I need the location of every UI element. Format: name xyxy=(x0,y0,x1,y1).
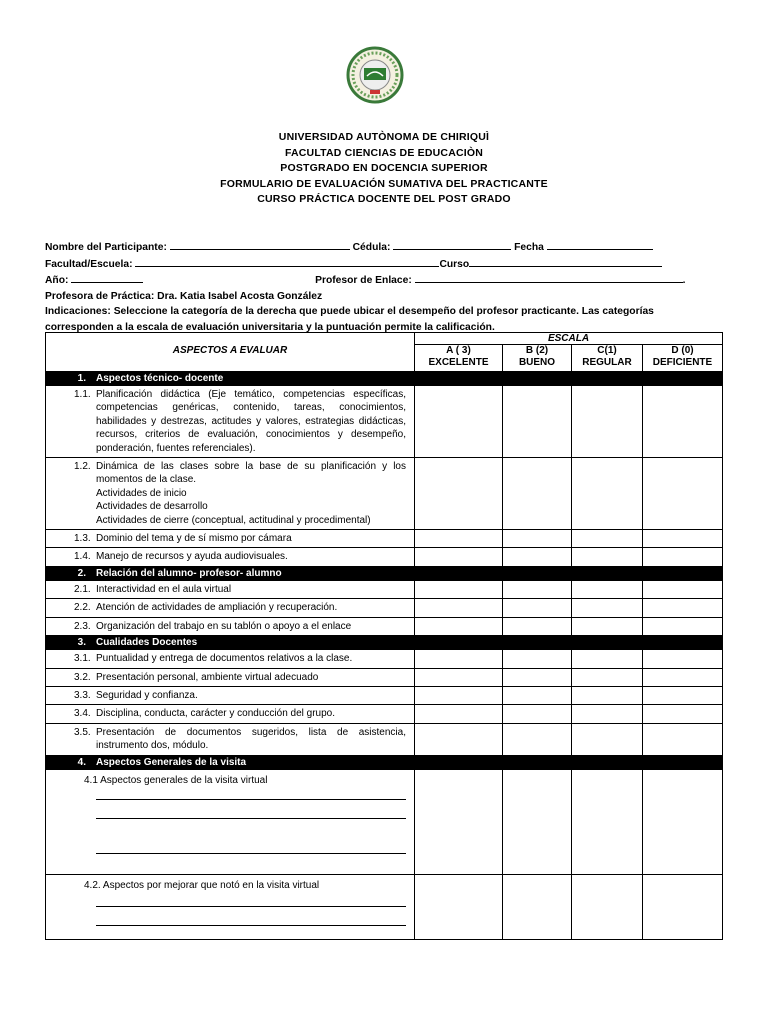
column-b-header: B (2) BUENO xyxy=(503,345,572,372)
score-cell[interactable] xyxy=(572,530,643,548)
participant-info: Nombre del Participante: Cédula: Fecha Facultad/Escuela: Curso Año: Profesor de Enlace: . Profesora de Práctica: Dra. Katia Isabel Acosta González Indicaciones: Seleccione la categoría de la derecha que puede ubicar el desempeño del profesor practicante. Las categorías corresponden a la escala de evaluación universitaria y la puntuación permite la calificación. xyxy=(45,239,725,335)
score-cell[interactable] xyxy=(643,769,723,874)
visit-aspects-label: 4.1 Aspectos generales de la visita virtual xyxy=(84,774,268,786)
table-row: 2.1. Interactividad en el aula virtual xyxy=(46,580,723,598)
score-cell[interactable] xyxy=(415,458,503,530)
cedula-label: Cédula: xyxy=(352,242,391,253)
table-row: 1.2. Dinámica de las clases sobre la base de su planificación y los momentos de la clase. Actividades de inicio Actividades de desarrollo Actividades de cierre (conceptual, actitudinal y procedimental) xyxy=(46,458,723,530)
score-cell[interactable] xyxy=(415,599,503,617)
score-cell[interactable] xyxy=(415,617,503,635)
cedula-field[interactable] xyxy=(393,239,511,250)
curso-label: Curso xyxy=(439,258,470,270)
profesor-enlace-label: Profesor de Enlace: xyxy=(315,275,412,286)
score-cell[interactable] xyxy=(503,548,572,566)
score-cell[interactable] xyxy=(503,650,572,668)
column-d-header: D (0) DEFICIENTE xyxy=(643,345,723,372)
score-cell[interactable] xyxy=(415,386,503,458)
score-cell[interactable] xyxy=(572,769,643,874)
score-cell[interactable] xyxy=(415,548,503,566)
score-cell[interactable] xyxy=(643,650,723,668)
score-cell[interactable] xyxy=(415,705,503,723)
profesor-enlace-field[interactable] xyxy=(415,272,683,283)
indicaciones-label: Indicaciones: xyxy=(45,306,111,317)
score-cell[interactable] xyxy=(415,769,503,874)
score-cell[interactable] xyxy=(643,386,723,458)
table-row: 2.2. Atención de actividades de ampliación y recuperación. xyxy=(46,599,723,617)
table-row xyxy=(46,874,723,939)
score-cell[interactable] xyxy=(572,386,643,458)
score-cell[interactable] xyxy=(503,530,572,548)
score-cell[interactable] xyxy=(643,617,723,635)
section-row: 4. Aspectos Generales de la visita xyxy=(46,755,723,769)
writing-line[interactable] xyxy=(96,896,406,907)
score-cell[interactable] xyxy=(503,580,572,598)
escala-header: ESCALA xyxy=(415,333,723,345)
score-cell[interactable] xyxy=(643,599,723,617)
fecha-field[interactable] xyxy=(547,239,653,250)
table-row: 1.1. Planificación didáctica (Eje temático, competencias específicas, competencias genéricas, contenido, tareas, conocimientos, habilidades y destrezas, actitudes y valores, estrategias didácticas, recursos, criterios de evaluación, conocimientos y desempeño, ponderación, fuentes referenciales). xyxy=(46,386,723,458)
document-title-block xyxy=(0,130,768,208)
indicaciones xyxy=(45,304,725,335)
table-row: 3.2. Presentación personal, ambiente virtual adecuado xyxy=(46,668,723,686)
score-cell[interactable] xyxy=(503,769,572,874)
score-cell[interactable] xyxy=(503,723,572,755)
facultad-label: Facultad/Escuela: xyxy=(45,258,133,270)
participant-label: Nombre del Participante: xyxy=(45,242,167,253)
score-cell[interactable] xyxy=(572,705,643,723)
faculty-name: FACULTAD CIENCIAS DE EDUCACIÒN xyxy=(284,146,484,159)
score-cell[interactable] xyxy=(643,723,723,755)
score-cell[interactable] xyxy=(415,686,503,704)
score-cell[interactable] xyxy=(415,874,503,939)
fecha-label: Fecha xyxy=(514,242,544,253)
program-name: POSTGRADO EN DOCENCIA SUPERIOR xyxy=(280,162,488,174)
university-name: UNIVERSIDAD AUTÒNOMA DE CHIRIQUÌ xyxy=(278,131,490,143)
score-cell[interactable] xyxy=(415,580,503,598)
table-row: 3.3. Seguridad y confianza. xyxy=(46,686,723,704)
table-row: 1.3. Dominio del tema y de sí mismo por cámara xyxy=(46,530,723,548)
table-row xyxy=(46,769,723,874)
score-cell[interactable] xyxy=(643,580,723,598)
writing-line[interactable] xyxy=(96,791,406,800)
score-cell[interactable] xyxy=(503,458,572,530)
curso-field[interactable] xyxy=(469,256,662,267)
score-cell[interactable] xyxy=(572,617,643,635)
score-cell[interactable] xyxy=(503,599,572,617)
profesora-practica: Profesora de Práctica: Dra. Katia Isabel Acosta González xyxy=(45,290,323,302)
evaluation-table xyxy=(45,332,723,940)
facultad-field[interactable] xyxy=(135,256,439,267)
writing-line[interactable] xyxy=(96,800,406,819)
table-row: 2.3. Organización del trabajo en su tablón o apoyo a el enlace xyxy=(46,617,723,635)
score-cell[interactable] xyxy=(572,874,643,939)
anio-field[interactable] xyxy=(71,272,143,283)
participant-field[interactable] xyxy=(170,239,350,250)
writing-line[interactable] xyxy=(96,907,406,926)
score-cell[interactable] xyxy=(503,705,572,723)
table-row: 1.4. Manejo de recursos y ayuda audiovisuales. xyxy=(46,548,723,566)
table-row: 3.5. Presentación de documentos sugeridos, lista de asistencia, instrumento dos, módulo. xyxy=(46,723,723,755)
score-cell[interactable] xyxy=(572,548,643,566)
aspectos-header: ASPECTOS A EVALUAR xyxy=(46,345,415,372)
score-cell[interactable] xyxy=(415,723,503,755)
column-a-header: A ( 3) EXCELENTE xyxy=(415,345,503,372)
improvement-aspects-label: 4.2. Aspectos por mejorar que notó en la visita virtual xyxy=(84,879,320,891)
score-cell[interactable] xyxy=(503,874,572,939)
indicaciones-text: Seleccione la categoría de la derecha que puede ubicar el desempeño del profesor practicante. Las categorías corresponden a la escala de evaluación universitaria y la puntuación permite la calificación. xyxy=(45,306,654,333)
university-seal-icon xyxy=(346,46,404,104)
score-cell[interactable] xyxy=(643,458,723,530)
score-cell[interactable] xyxy=(503,668,572,686)
section-row: 2. Relación del alumno- profesor- alumno xyxy=(46,566,723,580)
score-cell[interactable] xyxy=(572,723,643,755)
form-title: FORMULARIO DE EVALUACIÓN SUMATIVA DEL PRACTICANTE xyxy=(220,177,548,190)
score-cell[interactable] xyxy=(415,530,503,548)
column-c-header: C(1) REGULAR xyxy=(572,345,643,372)
score-cell[interactable] xyxy=(643,686,723,704)
score-cell[interactable] xyxy=(503,617,572,635)
table-row: 3.4. Disciplina, conducta, carácter y conducción del grupo. xyxy=(46,705,723,723)
score-cell[interactable] xyxy=(643,705,723,723)
score-cell[interactable] xyxy=(572,668,643,686)
score-cell[interactable] xyxy=(643,874,723,939)
section-row: 1. Aspectos técnico- docente xyxy=(46,372,723,386)
score-cell[interactable] xyxy=(572,580,643,598)
score-cell[interactable] xyxy=(572,650,643,668)
score-cell[interactable] xyxy=(572,458,643,530)
anio-label: Año: xyxy=(45,275,69,286)
score-cell[interactable] xyxy=(643,548,723,566)
course-title: CURSO PRÁCTICA DOCENTE DEL POST GRADO xyxy=(257,193,511,205)
section-row: 3. Cualidades Docentes xyxy=(46,636,723,650)
score-cell[interactable] xyxy=(643,668,723,686)
score-cell[interactable] xyxy=(415,650,503,668)
score-cell[interactable] xyxy=(503,386,572,458)
score-cell[interactable] xyxy=(572,599,643,617)
score-cell[interactable] xyxy=(572,686,643,704)
score-cell[interactable] xyxy=(503,686,572,704)
writing-line[interactable] xyxy=(96,819,406,854)
score-cell[interactable] xyxy=(415,668,503,686)
table-row: 3.1. Puntualidad y entrega de documentos relativos a la clase. xyxy=(46,650,723,668)
score-cell[interactable] xyxy=(643,530,723,548)
